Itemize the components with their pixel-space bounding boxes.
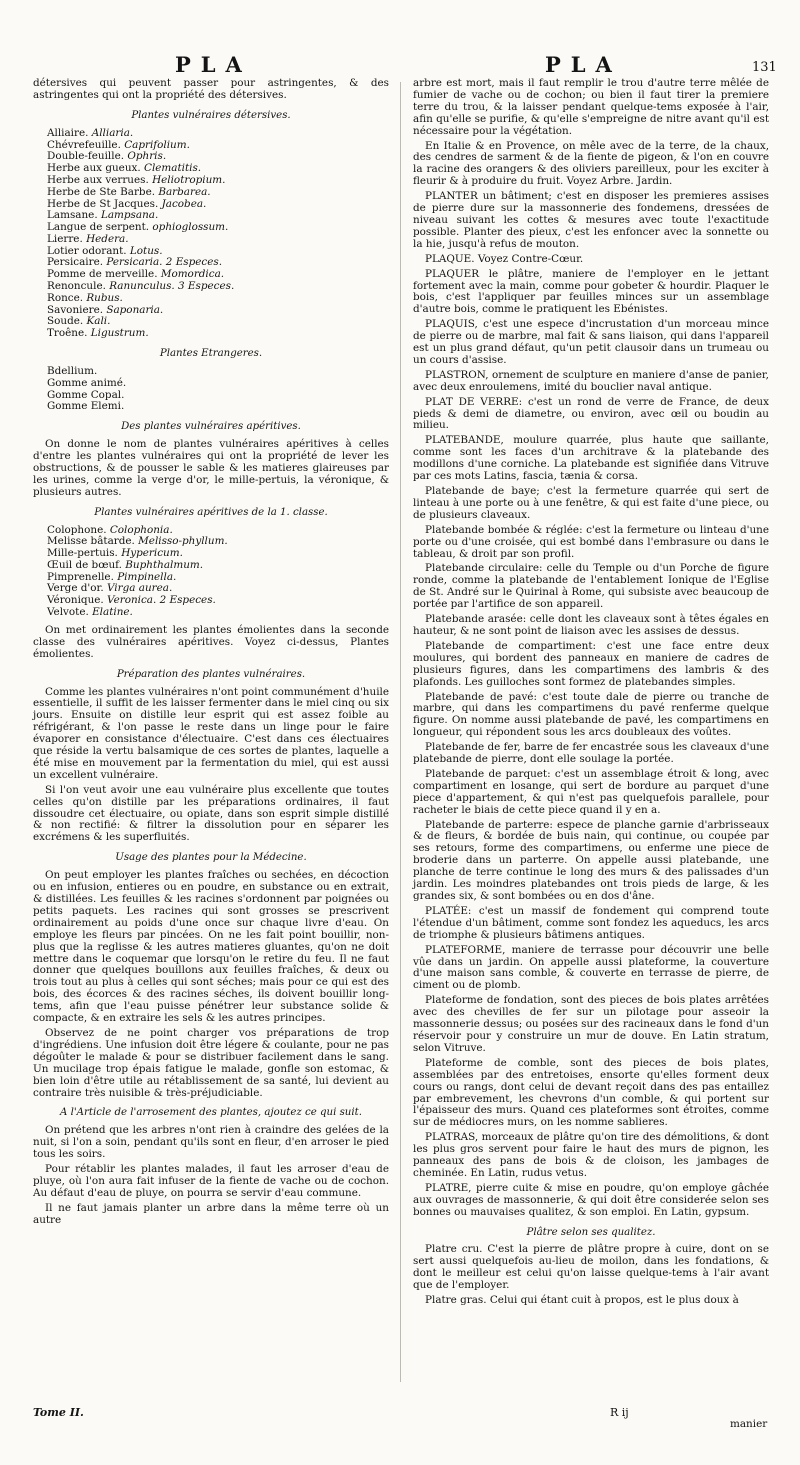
signature-mark-left: Tome II. [33, 1406, 84, 1419]
paragraph: Il ne faut jamais planter un arbre dans la même terre où un autre [33, 1201, 389, 1226]
plant-name: Renoncule. [47, 280, 106, 293]
plant-latin-name: Buphthalmum. [125, 558, 204, 571]
left-column [33, 78, 389, 1230]
right-column [413, 78, 769, 1310]
column-divider [400, 82, 401, 1382]
paragraph: En Italie & en Provence, on mêle avec de la terre, de la chaux, des cendres de sarment & de la fiente de pigeon, & l'on en couvre la racine des orangers & des oliviers pareilleux, pour les exciter à fleurir & à produire du fruit. Voyez Arbre. Jardin. [413, 139, 769, 188]
plant-latin-name: Virga aurea. [106, 582, 173, 595]
catchword: manier [730, 1418, 768, 1430]
paragraph: On peut employer les plantes fraîches ou sechées, en décoction ou en infusion, entieres ou en poudre, en substance ou en extrait, & distillées. Les feuilles & les racines s'ordonnent par poignées ou petits paquets. Les racines qui sont grosses se prescrivent ordinairement au poids d'une once sur chaque livre d'eau. On employe les fleurs par pincées. On ne les fait point bouillir, non-plus que la reglisse & les autres matieres gluantes, qu'on ne doit mettre dans le coquemar que lorsqu'on le retire du feu. Il ne faut donner que quelques bouillons aux feuilles fraîches, & deux ou trois tout au plus à celles qui sont séches; mais pour ce qui est des bois, des écorces & des racines séches, ils doivent bouillir long-tems, afin que l'eau puisse pénétrer leur substance solide & compacte, & en extraire les sels & les autres principes. [33, 869, 389, 1025]
plant-name: Herbe aux gueux. [47, 162, 141, 175]
entry-plaquis: PLAQUIS, c'est une espece d'incrustation d'un morceau mince de pierre ou de marbre, mal fait & sans liaison, qui dans l'appareil est un plus grand défaut, qu'un petit clausoir dans un trumeau ou un cours d'assise. [413, 318, 769, 366]
entry-plaquer: PLAQUER le plâtre, maniere de l'employer en le jettant fortement avec la main, comme pour gobeter & hourdir. Plaquer le bois, c'est l'appliquer par feuilles minces sur un assemblage d'autre bois, comme le pratiquent les Ebénistes. [413, 267, 769, 316]
plant-latin-name: Veronica. 2 Especes. [107, 594, 216, 607]
plant-name: Véronique. [47, 594, 104, 607]
entry-plastron: PLASTRON, ornement de sculpture en maniere d'anse de panier, avec deux enroulemens, imité du bouclier naval antique. [413, 368, 769, 393]
page-number: 131 [752, 60, 777, 75]
plant-latin-name: Alliaria. [91, 126, 134, 139]
paragraph: Observez de ne point charger vos préparations de trop d'ingrédiens. Une infusion doit être légere & coulante, pour ne pas dégoûter le malade & pour se distribuer facilement dans le sang. Un mucilage trop épais fatigue le malade, gonfle son estomac, & bien loin d'être utile au rétablissement de sa santé, lui devient au contraire très nuisible & très-préjudiciable. [33, 1026, 389, 1099]
plant-name: Herbe de Ste Barbe. [47, 185, 156, 198]
paragraph: On donne le nom de plantes vulnéraires apéritives à celles d'entre les plantes vulnéraires qui ont la propriété de lever les obstructions, & de pousser le sable & les matieres glaireuses par les urines, comme la verge d'or, le mille-pertuis, la véronique, & plusieurs autres. [33, 438, 389, 498]
entry-platebande-parterre: Platebande de parterre: espece de planche garnie d'arbrisseaux & de fleurs, & bordée de buis nain, qui continue, ou coupée par ses retours, forme des compartimens, ou enferme une piece de broderie dans un parterre. On appelle aussi platebande, une planche de terre continue le long des murs & des palissades d'un jardin. Les moindres platebandes ont trois pieds de large, & les grandes six, & sont bombées ou en dos d'âne. [413, 818, 769, 902]
section-heading: Plantes vulnéraires détersives. [131, 109, 291, 121]
running-head-right: PLA [545, 52, 622, 77]
plant-latin-name: Melisso-phyllum. [138, 535, 228, 548]
plant-name: Langue de serpent. [47, 221, 150, 234]
plant-list-item [47, 607, 389, 619]
plant-latin-name: Saponaria. [106, 303, 164, 316]
section-heading: Plantes Etrangeres. [159, 348, 263, 360]
plant-list-item: Gomme Copal. [47, 388, 125, 401]
section-heading: Usage des plantes pour la Médecine. [115, 852, 307, 864]
plant-name: Lotier odorant. [47, 244, 127, 257]
entry-plateforme-fondation: Plateforme de fondation, sont des pieces de bois plates arrêtées avec des chevilles de fer sur un pilotage pour asseoir la massonnerie dessus; ou posées sur des racineaux dans le fond d'un réservoir pour y construire un mur de douve. En Latin stratum, selon Vitruve. [413, 994, 769, 1054]
plant-name: Pimprenelle. [47, 570, 114, 583]
plant-name: Melisse bâtarde. [47, 535, 135, 548]
plant-name: Persicaire. [47, 256, 104, 269]
plant-latin-name: Caprifolium. [124, 138, 190, 151]
section-heading: A l'Article de l'arrosement des plantes, ajoutez ce qui suit. [60, 1107, 362, 1119]
plant-latin-name: Clematitis. [144, 162, 202, 175]
entry-platre-gras: Platre gras. Celui qui étant cuit à propos, est le plus doux à [425, 1294, 739, 1307]
entry-platebande-bombee: Platebande bombée & réglée: c'est la fermeture ou linteau d'une porte ou d'une croisée, qui est bombé dans l'embrasure ou dans le tableau, & droit par son profil. [413, 523, 769, 560]
plant-latin-name: Hypericum. [121, 547, 183, 560]
paragraph: Comme les plantes vulnéraires n'ont point communément d'huile essentielle, il suffit de les laisser fermenter dans le miel cinq ou six jours. Ensuite on distille leur esprit qui est assez foible au réfrigérant, & l'on passe le reste dans un linge pour le faire évaporer en consistance d'électuaire. C'est dans ces électuaires que réside la vertu balsamique de ces sortes de plantes, laquelle a été mise en mouvement par la fermentation du miel, qui est aussi un excellent vulnéraire. [33, 685, 389, 781]
plant-latin-name: Jacobea. [161, 197, 207, 210]
plant-name: Alliaire. [47, 126, 89, 139]
plant-name: Verge d'or. [47, 582, 104, 595]
entry-platras: PLATRAS, morceaux de plâtre qu'on tire des démolitions, & dont les plus gros servent pour faire le haut des murs de pignon, les panneaux des pans de bois & de cloison, les jambages de cheminée. En Latin, rudus vetus. [413, 1131, 769, 1179]
entry-plateforme: PLATEFORME, maniere de terrasse pour découvrir une belle vûe dans un jardin. On appelle aussi plateforme, la couverture d'une maison sans comble, & couverte en terrasse de pierre, de ciment ou de plomb. [413, 943, 769, 992]
plant-latin-name: Pimpinella. [117, 570, 177, 583]
entry-platebande-parquet: Platebande de parquet: c'est un assemblage étroit & long, avec compartiment en losange, qui sert de bordure au parquet d'une piece d'appartement, & qui n'est pas quelquefois parallele, pour racheter le biais de cette piece quand il y en a. [413, 767, 769, 816]
plant-list-item: Gomme Elemi. [47, 400, 125, 413]
plant-name: Velvote. [47, 606, 89, 619]
plant-name: Chévrefeuille. [47, 138, 121, 151]
plant-list-aperitives [47, 525, 389, 619]
plant-latin-name: Hedera. [86, 232, 129, 245]
plant-name: Savoniere. [47, 303, 104, 316]
signature-mark-right: R ij [610, 1406, 629, 1419]
plant-name: Mille-pertuis. [47, 547, 118, 560]
paragraph: On prétend que les arbres n'ont rien à craindre des gelées de la nuit, si l'on a soin, pendant qu'ils sont en fleur, d'en arroser le pied tous les soirs. [33, 1124, 389, 1161]
entry-platebande-pave: Platebande de pavé: c'est toute dale de pierre ou tranche de marbre, qui dans les compartimens du pavé renferme quelque figure. On nomme aussi platebande de pavé, les compartimens en longueur, qui répondent sous les arcs doubleaux des voûtes. [413, 690, 769, 739]
plant-latin-name: Ranunculus. 3 Especes. [109, 280, 235, 293]
running-head-left: PLA [175, 52, 252, 77]
plant-name: Ronce. [47, 291, 84, 304]
plant-name: Pomme de merveille. [47, 268, 158, 281]
paragraph: Pour rétablir les plantes malades, il faut les arroser d'eau de pluye, où l'on aura fait infuser de la fiente de vache ou de cochon. Au défaut d'eau de pluye, on pourra se servir d'eau commune. [33, 1163, 389, 1199]
section-heading: Préparation des plantes vulnéraires. [116, 668, 306, 680]
plant-latin-name: Lampsana. [100, 209, 159, 222]
entry-plateforme-comble: Plateforme de comble, sont des pieces de bois plates, assemblées par des entretoises, ensorte qu'elles forment deux cours ou rangs, dont celui de devant reçoit dans des pas entaillez par embrevement, les chevrons d'un comble, & qui portent sur l'épaisseur des murs. Quand ces plateformes sont étroites, comme sur de médiocres murs, on les nomme sablieres. [413, 1056, 769, 1129]
plant-latin-name: Kali. [86, 315, 111, 328]
plant-latin-name: Heliotropium. [152, 173, 226, 186]
entry-plat-de-verre: PLAT DE VERRE: c'est un rond de verre de France, de deux pieds & demi de diametre, ou environ, avec œil ou boudin au milieu. [413, 395, 769, 432]
paragraph: arbre est mort, mais il faut remplir le trou d'autre terre mêlée de fumier de vache ou de cochon; ou bien il faut tirer la premiere terre du trou, & la laisser pendant quelque-tems exposée à l'air, afin qu'elle se purifie, & qu'elle s'empreigne de nitre avant qu'il est nécessaire pour la végétation. [413, 77, 769, 137]
entry-platre: PLATRE, pierre cuite & mise en poudre, qu'on employe gâchée aux ouvrages de massonnerie, & qui doit être considerée selon ses bonnes ou mauvaises qualitez, & son emploi. En Latin, gypsum. [413, 1181, 769, 1218]
section-heading: Des plantes vulnéraires apéritives. [121, 421, 301, 433]
entry-platebande-compartiment: Platebande de compartiment: c'est une face entre deux moulures, qui bordent des panneaux en maniere de cadres de plusieurs figures, dans les compartimens des lambris & des plafonds. Les guilloches sont formez de platebandes simples. [413, 639, 769, 688]
plant-list-foreign [47, 366, 389, 413]
plant-name: Troêne. [47, 327, 88, 340]
entry-planter: PLANTER un bâtiment; c'est en disposer les premieres assises de pierre dure sur la massonnerie des fondemens, dressées de niveau suivant les cottes & mesures avec toute l'exactitude possible. Planter des pieux, c'est les enfoncer avec la sonnette ou la hie, jusqu'à refus de mouton. [413, 190, 769, 250]
entry-platebande-fer: Platebande de fer, barre de fer encastrée sous les claveaux d'une platebande de pierre, dont elle soulage la portée. [413, 741, 770, 766]
paragraph: Si l'on veut avoir une eau vulnéraire plus excellente que toutes celles qu'on distille par les préparations ordinaires, il faut dissoudre cet électuaire, ou opiate, dans son esprit simple distillé & non rectifié: & filtrer la dissolution pour en séparer les excrémens & les superfluités. [33, 783, 389, 844]
plant-list-item: Gomme animé. [47, 376, 127, 389]
entry-plaque: PLAQUE. Voyez Contre-Cœur. [425, 252, 584, 265]
plant-name: Œuil de bœuf. [47, 558, 122, 571]
plant-latin-name: Lotus. [129, 244, 163, 257]
plant-name: Double-feuille. [47, 150, 125, 163]
entry-platebande: PLATEBANDE, moulure quarrée, plus haute que saillante, comme sont les faces d'un architrave & la platebande des modillons d'une corniche. La platebande est signifiée dans Vitruve par ces mots Latins, fascia, tænia & corsa. [413, 434, 769, 483]
plant-list-detersives [47, 128, 389, 340]
plant-name: Soude. [47, 315, 84, 328]
plant-name: Herbe aux verrues. [47, 173, 149, 186]
entry-platre-cru: Platre cru. C'est la pierre de plâtre propre à cuire, dont on se sert aussi quelquefois au-lieu de moilon, dans les fondations, & dont le meilleur est celui qu'on laisse quelque-tems à l'air avant que de l'employer. [413, 1243, 769, 1292]
plant-name: Colophone. [47, 523, 107, 536]
plant-latin-name: Ligustrum. [90, 327, 149, 340]
entry-platebande-circulaire: Platebande circulaire: celle du Temple ou d'un Porche de figure ronde, comme la platebande de l'entablement Ionique de l'Eglise de St. André sur le Quirinal à Rome, qui subsiste avec beaucoup de portée par l'artifice de son appareil. [413, 562, 769, 611]
entry-platebande-arasee: Platebande arasée: celle dont les claveaux sont à têtes égales en hauteur, & ne sont point de liaison avec les assises de dessus. [413, 613, 769, 637]
plant-latin-name: Rubus. [86, 291, 123, 304]
plant-name: Lierre. [47, 232, 83, 245]
plant-latin-name: Persicaria. 2 Especes. [106, 256, 223, 269]
plant-name: Lamsane. [47, 209, 98, 222]
section-heading: Plantes vulnéraires apéritives de la 1. classe. [94, 506, 328, 518]
plant-latin-name: Barbarea. [158, 185, 211, 198]
plant-latin-name: Colophonia. [109, 523, 173, 536]
entry-platee: PLATÉE: c'est un massif de fondement qui comprend toute l'étendue d'un bâtiment, comme sont fondez les aqueducs, les arcs de triomphe & plusieurs bâtimens antiques. [413, 904, 769, 941]
plant-latin-name: Elatine. [92, 606, 133, 619]
entry-platebande-baye: Platebande de baye; c'est la fermeture quarrée qui sert de linteau à une porte ou à une fenêtre, & qui est faite d'une piece, ou de plusieurs claveaux. [413, 485, 769, 521]
plant-name: Herbe de St Jacques. [47, 197, 159, 210]
plant-latin-name: Momordica. [160, 268, 225, 281]
plant-latin-name: Ophris. [127, 150, 167, 163]
plant-latin-name: ophioglossum. [152, 221, 229, 234]
plant-list-item: Bdellium. [47, 364, 98, 377]
paragraph: détersives qui peuvent passer pour astringentes, & des astringentes qui ont la propriété des détersives. [33, 77, 389, 101]
section-heading: Plâtre selon ses qualitez. [526, 1226, 656, 1238]
paragraph: On met ordinairement les plantes émolientes dans la seconde classe des vulnéraires apéritives. Voyez ci-dessus, Plantes émolientes. [33, 623, 389, 660]
plant-list-item [47, 328, 389, 340]
